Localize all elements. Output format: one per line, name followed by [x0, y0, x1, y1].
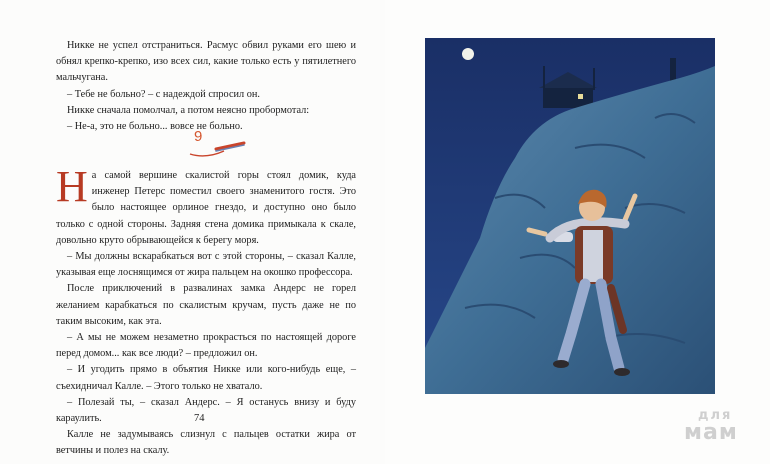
chapter-number: 9 — [194, 128, 203, 145]
moon-icon — [462, 48, 474, 60]
watermark-top: для — [698, 408, 733, 423]
watermark-logo — [684, 410, 738, 444]
paragraph: Калле не задумываясь слизнул с пальцев остатки жира от ветчины и полез на скалу. — [56, 429, 356, 457]
opening-text — [56, 38, 356, 135]
paragraph: – Мы должны вскарабкаться вот с этой стороны, – сказал Калле, указывая еще лоснящимся от жира пальцем на окошко профессора. — [56, 251, 356, 279]
paragraph: – Полезай ты, – сказал Андерс. – Я останусь внизу и буду караулить. — [56, 396, 356, 425]
watermark-bottom: мам — [684, 420, 738, 445]
paragraph: – И угодить прямо в объятия Никке или кого-нибудь еще, – съехидничал Калле. – Этого только не хватало. — [56, 364, 356, 392]
paragraph: – А мы не можем незаметно прокрасться по настоящей дороге перед домом... как все люди? – предложил он. — [56, 332, 356, 360]
paragraph: Никке сначала помолчал, а потом неясно пробормотал: — [67, 104, 310, 116]
right-page — [385, 0, 770, 464]
boy-climbing-cliff-illustration — [425, 38, 715, 394]
page-number: 74 — [194, 413, 205, 424]
drop-cap: Н — [56, 162, 88, 211]
paragraph: – Тебе не больно? – с надеждой спросил он. — [67, 88, 260, 100]
chapter-first-paragraph — [56, 162, 356, 249]
first-paragraph-text: а самой вершине скалистой горы стоял домик, куда инженер Петерс поместил своего знаменитого гостя. Это было настоящее орлиное гнездо, и доступно оно было только с одной стороны. Задняя стена домика примыкала к скале, довольно круто обрывающейся к берегу моря. — [56, 170, 356, 246]
pencil-underline-icon — [186, 128, 246, 164]
chapter-text — [56, 162, 356, 460]
paragraph: После приключений в развалинах замка Андерс не горел желанием карабкаться по скалистым кручам, пусть даже не по таким высоким, как эта. — [56, 283, 356, 327]
paragraph: Никке не успел отстраниться. Расмус обвил руками его шею и обнял крепко-крепко, изо всех сил, какие только есть у пятилетнего мальчугана. — [56, 40, 356, 84]
paragraph: – Не-а, это не больно... вовсе не больно. — [67, 121, 243, 133]
chapter-heading — [186, 128, 246, 164]
